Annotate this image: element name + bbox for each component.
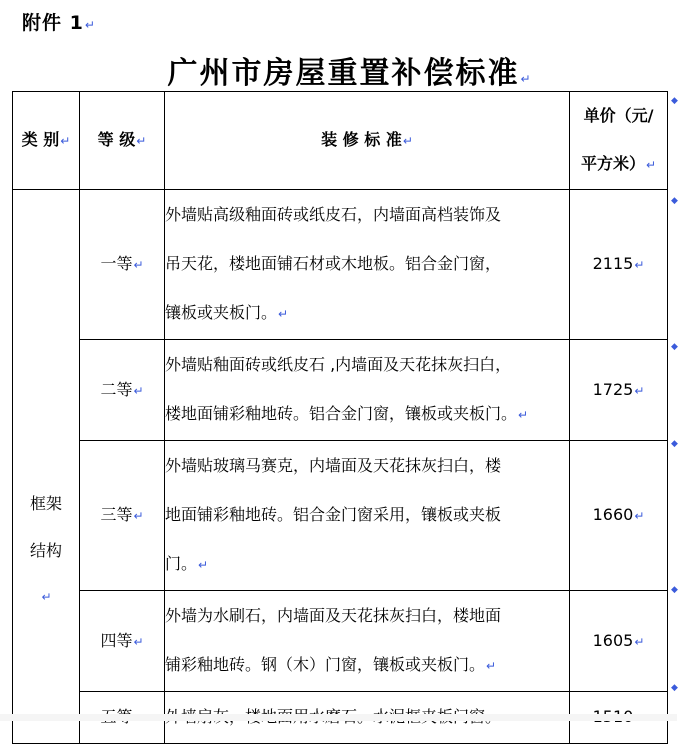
header-category: 类 别↵	[13, 92, 80, 190]
header-price-line-1: 单价（元/	[583, 106, 654, 125]
category-line: 框架	[29, 494, 62, 513]
description-cell: 外墙贴釉面砖或纸皮石 ,内墙面及天花抹灰扫白， 楼地面铺彩釉地砖。铝合金门窗，镶板或夹板门。↵	[165, 340, 570, 441]
description-cell: 外墙贴玻璃马赛克，内墙面及天花抹灰扫白，楼 地面铺彩釉地砖。铝合金门窗采用，镶板或夹板 门。↵	[165, 441, 570, 591]
grade-cell: 二等↵	[80, 340, 165, 441]
header-row	[13, 92, 668, 190]
table-row	[13, 591, 668, 692]
header-price-line-2: 平方米）↵	[580, 154, 657, 173]
row-end-marker-icon: ◆	[671, 196, 678, 206]
paragraph-mark-icon: ↵	[84, 18, 96, 32]
grade-cell: 四等↵	[80, 591, 165, 692]
price-cell: 1605↵	[570, 591, 668, 692]
price-cell: 1725↵	[570, 340, 668, 441]
description-cell: 外墙贴高级釉面砖或纸皮石，内墙面高档装饰及 吊天花，楼地面铺石材或木地板。铝合金门窗， 镶板或夹板门。↵	[165, 190, 570, 340]
grade-cell: 三等↵	[80, 441, 165, 591]
paragraph-mark-icon: ↵	[520, 72, 533, 86]
header-unit-price	[570, 92, 668, 190]
compensation-standard-table	[12, 91, 668, 744]
table-row	[13, 441, 668, 591]
page-bottom-edge	[0, 714, 677, 721]
category-cell	[13, 190, 80, 744]
table-row	[13, 340, 668, 441]
category-line: 结构 ↵	[29, 541, 62, 604]
attachment-label: 附件 1↵	[22, 12, 96, 34]
price-cell: 1660↵	[570, 441, 668, 591]
row-end-marker-icon: ◆	[671, 683, 678, 693]
row-end-marker-icon: ◆	[671, 96, 678, 106]
price-cell: 2115↵	[570, 190, 668, 340]
table-row	[13, 190, 668, 340]
row-end-marker-icon: ◆	[671, 342, 678, 352]
description-cell: 外墙为水刷石，内墙面及天花抹灰扫白，楼地面 铺彩釉地砖。钢（木）门窗，镶板或夹板门。↵	[165, 591, 570, 692]
header-standard: 装 修 标 准↵	[165, 92, 570, 190]
row-end-marker-icon: ◆	[671, 439, 678, 449]
grade-cell: 一等↵	[80, 190, 165, 340]
document-title: 广州市房屋重置补偿标准↵	[167, 56, 533, 91]
header-grade: 等 级↵	[80, 92, 165, 190]
row-end-marker-icon: ◆	[671, 585, 678, 595]
